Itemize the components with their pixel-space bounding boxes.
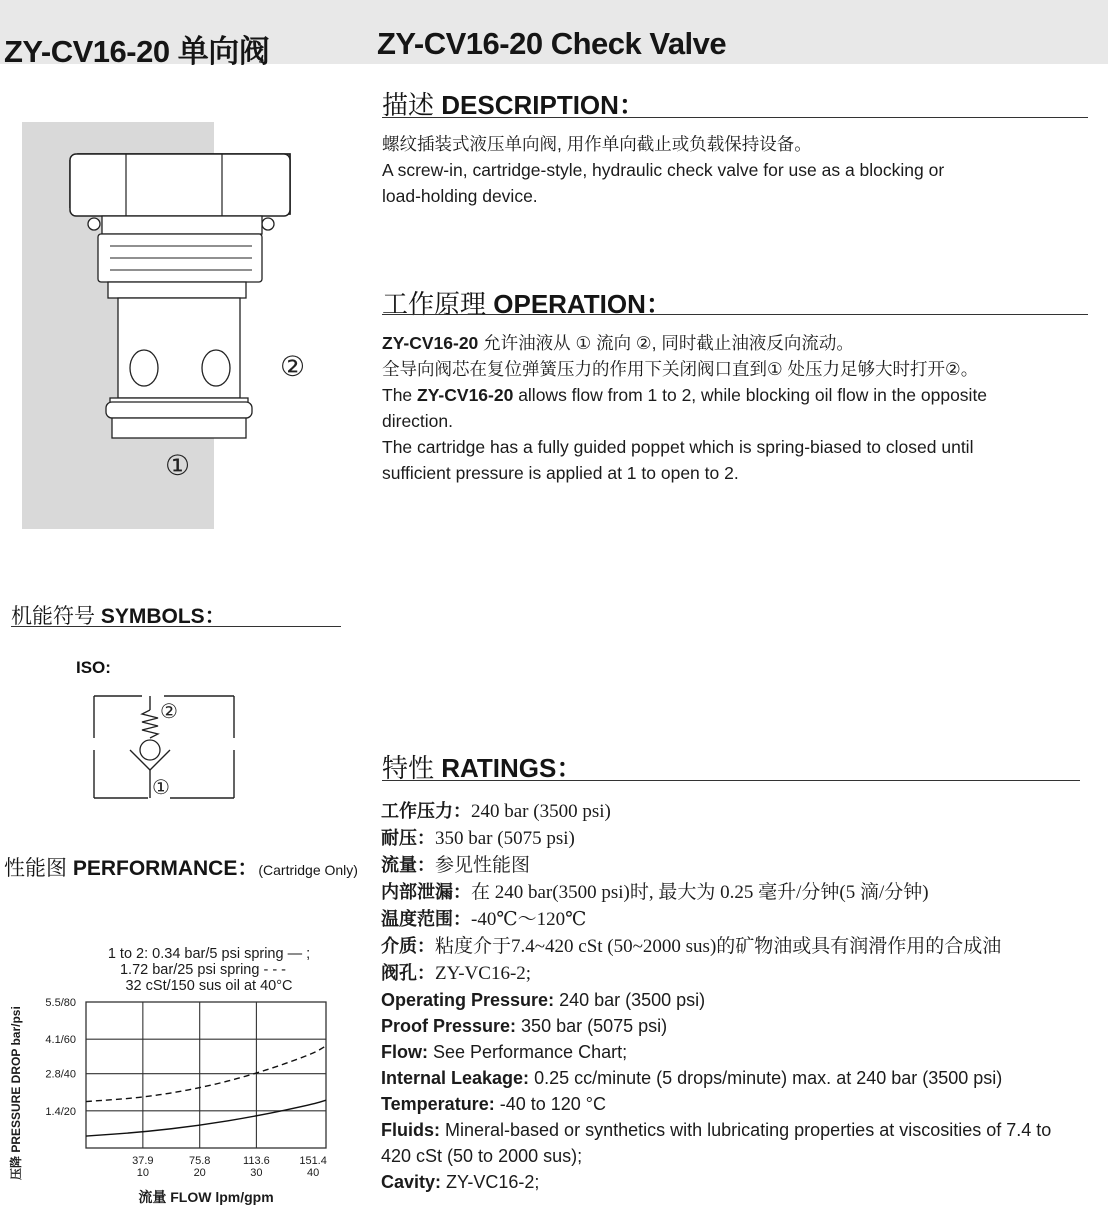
performance-chart — [0, 940, 360, 1205]
o-ring-right-icon — [262, 218, 274, 230]
ratings-list — [381, 798, 1108, 1195]
rating-cn-row — [381, 933, 1108, 960]
rating-value: Mineral-based or synthetics with lubricating properties at viscosities of 7.4 to — [440, 1120, 1052, 1140]
operation-line-cn-1 — [382, 330, 1088, 356]
rating-cn-row — [381, 960, 1108, 987]
rating-en-row — [381, 987, 1108, 1013]
rating-key: 流量： — [381, 855, 435, 875]
operation-text — [382, 330, 1088, 486]
chart-x-tick-label: 151.4 — [299, 1155, 327, 1167]
page-title-en: ZY-CV16-20 Check Valve — [377, 26, 727, 61]
rating-cn-row — [381, 906, 1108, 933]
symbols-heading-en: SYMBOLS： — [100, 605, 226, 628]
operation-line-en-3: The cartridge has a fully guided poppet which is spring-biased to closed until — [382, 437, 974, 457]
rating-value: 350 bar (5075 psi) — [435, 828, 575, 849]
chart-x-tick-label: 113.6 — [243, 1155, 270, 1167]
rating-en-row — [381, 1091, 1108, 1117]
chart-legend-line-1: 1 to 2: 0.34 bar/5 psi spring — ; — [107, 946, 311, 962]
rating-key: 温度范围： — [381, 909, 471, 929]
operation-en-1-post: allows flow from 1 to 2, while blocking oil flow in the opposite — [513, 385, 988, 405]
chart-x-tick-label: 75.8 — [188, 1155, 211, 1167]
rating-key: 耐压： — [381, 828, 435, 848]
description-text-cn: 螺纹插装式液压单向阀, 用作单向截止或负载保持设备。 — [382, 134, 812, 154]
chart-series — [86, 1046, 326, 1136]
rating-value: -40 to 120 °C — [494, 1094, 606, 1114]
rating-value: 在 240 bar(3500 psi)时, 最大为 0.25 毫升/分钟(5 滴/分钟) — [471, 882, 929, 903]
page-title-cn: ZY-CV16-20 单向阀 — [4, 34, 270, 69]
rating-fluids-continued: 420 cSt (50 to 2000 sus); — [381, 1146, 583, 1166]
operation-en-1-pre: The — [382, 385, 418, 405]
ratings-rule — [382, 780, 1080, 781]
rating-key: Proof Pressure: — [381, 1016, 517, 1036]
symbols-rule — [11, 626, 341, 627]
description-text — [382, 131, 1088, 209]
rating-cn-row — [381, 825, 1108, 852]
operation-line-en-2: direction. — [382, 411, 454, 431]
port-hole-icon — [130, 350, 158, 386]
check-ball-icon — [140, 740, 160, 760]
performance-heading — [4, 852, 358, 882]
operation-line-en-4: sufficient pressure is applied at 1 to open to 2. — [382, 463, 739, 483]
iso-symbol — [86, 688, 246, 804]
rating-value: 粘度介于7.4~420 cSt (50~2000 sus)的矿物油或具有润滑作用的合成油 — [435, 936, 1002, 957]
chart-x-tick-label: 37.9 — [132, 1155, 154, 1167]
chart-y-tick-label: 1.4/20 — [45, 1105, 76, 1118]
operation-model-en: ZY-CV16-20 — [417, 385, 514, 405]
valve-hex-outline — [70, 154, 290, 216]
operation-line-en-1 — [382, 382, 1088, 408]
chart-y-tick-label: 5.5/80 — [45, 997, 76, 1009]
rating-key: Fluids: — [381, 1120, 440, 1140]
rating-key: 介质： — [381, 936, 435, 956]
operation-line-cn-2: 全导向阀芯在复位弹簧压力的作用下关闭阀口直到① 处压力足够大时打开②。 — [382, 359, 979, 379]
operation-heading-en: OPERATION： — [493, 289, 672, 319]
rating-key: 阀孔： — [381, 963, 435, 983]
valve-port-2-label: ② — [280, 351, 306, 382]
chart-y-tick-label: 4.1/60 — [45, 1034, 76, 1047]
rating-value: -40℃～120℃ — [471, 909, 587, 930]
rating-value: See Performance Chart; — [428, 1042, 628, 1062]
chart-x-tick-label-gpm: 40 — [306, 1167, 320, 1179]
chart-y-label: 压降 PRESSURE DROP bar/psi — [9, 1006, 23, 1180]
chart-x-tick-label-gpm: 30 — [250, 1167, 263, 1179]
operation-model: ZY-CV16-20 — [382, 333, 479, 353]
chart-x-tick-label-gpm: 10 — [136, 1167, 149, 1179]
chart-legend-line-2: 1.72 bar/25 psi spring - - - — [119, 962, 287, 978]
description-rule — [382, 117, 1088, 118]
operation-heading-cn: 工作原理 — [382, 289, 487, 319]
rating-value: 参见性能图 — [435, 855, 531, 876]
chart-x-label: 流量 FLOW lpm/gpm — [138, 1189, 274, 1205]
valve-seal — [106, 402, 252, 418]
rating-en-row — [381, 1013, 1108, 1039]
rating-cn-row — [381, 852, 1108, 879]
description-text-en-1: A screw-in, cartridge-style, hydraulic check valve for use as a blocking or — [382, 160, 945, 180]
description-text-en-2: load-holding device. — [382, 186, 538, 206]
ratings-heading-cn: 特性 — [382, 753, 435, 783]
rating-key: Temperature: — [381, 1094, 495, 1114]
operation-cn-1-rest: 允许油液从 ① 流向 ②, 同时截止油液反向流动。 — [478, 333, 854, 353]
chart-grid — [86, 1002, 326, 1148]
performance-note: (Cartridge Only) — [258, 862, 358, 878]
performance-heading-cn: 性能图 — [4, 857, 67, 880]
chart-legend-line-3: 32 cSt/150 sus oil at 40°C — [125, 978, 293, 994]
rating-key: Operating Pressure: — [381, 990, 555, 1010]
series-line-solid — [86, 1100, 326, 1136]
rating-value: 350 bar (5075 psi) — [516, 1016, 668, 1036]
rating-value: 240 bar (3500 psi) — [554, 990, 706, 1010]
o-ring-left-icon — [88, 218, 100, 230]
rating-key: Flow: — [381, 1042, 428, 1062]
chart-ticks — [45, 997, 326, 1179]
iso-label: ISO: — [76, 658, 111, 677]
spring-icon — [142, 710, 158, 738]
rating-key: Internal Leakage: — [381, 1068, 530, 1088]
rating-value: 0.25 cc/minute (5 drops/minute) max. at 240 bar (3500 psi) — [529, 1068, 1003, 1088]
rating-en-row — [381, 1169, 1108, 1195]
rating-en-row — [381, 1039, 1108, 1065]
operation-heading — [382, 284, 672, 321]
rating-value: ZY-VC16-2; — [441, 1172, 540, 1192]
performance-heading-en: PERFORMANCE： — [72, 857, 259, 880]
rating-value: 240 bar (3500 psi) — [471, 801, 611, 822]
port-hole-icon — [202, 350, 230, 386]
chart-x-tick-label-gpm: 20 — [193, 1167, 206, 1179]
rating-key: Cavity: — [381, 1172, 442, 1192]
ratings-heading-en: RATINGS： — [441, 753, 583, 783]
rating-key: 工作压力： — [381, 801, 471, 821]
valve-illustration — [22, 122, 312, 529]
rating-cn-row — [381, 798, 1108, 825]
rating-en-row — [381, 1065, 1108, 1091]
operation-rule — [382, 314, 1088, 315]
symbols-heading-cn: 机能符号 — [11, 605, 95, 628]
rating-en-row — [381, 1117, 1108, 1143]
chart-y-tick-label: 2.8/40 — [45, 1068, 76, 1081]
valve-port-1-label: ① — [165, 450, 191, 481]
rating-cn-row — [381, 879, 1108, 906]
rating-value: ZY-VC16-2; — [435, 963, 532, 984]
iso-port-2-label: ② — [160, 701, 178, 723]
rating-key: 内部泄漏： — [381, 882, 471, 902]
iso-port-1-label: ① — [152, 777, 170, 799]
chart-plot-frame — [86, 1002, 326, 1148]
description-heading-cn: 描述 — [382, 90, 435, 120]
description-heading-en: DESCRIPTION： — [441, 90, 645, 120]
